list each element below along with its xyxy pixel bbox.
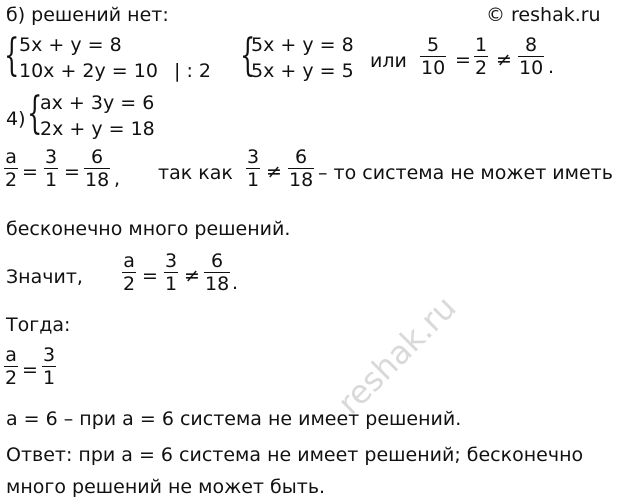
denominator: 18 xyxy=(205,273,230,295)
equation: 10x + 2y = 10 xyxy=(19,60,158,82)
period: . xyxy=(232,272,239,294)
brace-left: { xyxy=(4,30,20,81)
numerator: 3 xyxy=(165,250,178,272)
denominator: 10 xyxy=(519,57,544,79)
numerator: 6 xyxy=(295,146,308,168)
text-line: – то система не может иметь xyxy=(318,162,613,184)
brace-left: { xyxy=(27,88,43,139)
denominator: 1 xyxy=(165,273,178,295)
not-equal-sign: ≠ xyxy=(266,161,282,183)
fraction xyxy=(518,36,544,78)
fraction xyxy=(246,148,260,190)
denominator: 1 xyxy=(43,367,56,389)
equation: 5x + y = 8 xyxy=(19,34,122,56)
numerator: 3 xyxy=(43,344,56,366)
denominator: 2 xyxy=(5,169,18,191)
denominator: 2 xyxy=(5,367,18,389)
fraction xyxy=(42,346,56,388)
denominator: 1 xyxy=(247,169,260,191)
item-label: 4) xyxy=(6,108,26,130)
fraction xyxy=(164,252,178,294)
or-word: или xyxy=(370,50,407,72)
denominator: 2 xyxy=(475,57,488,79)
numerator: 6 xyxy=(91,146,104,168)
result-line: a = 6 – при a = 6 система не имеет решений. xyxy=(6,408,462,430)
fraction xyxy=(84,148,110,190)
numerator: 5 xyxy=(427,34,440,56)
denominator: 18 xyxy=(289,169,314,191)
text-line: Значит, xyxy=(6,266,83,288)
fraction xyxy=(44,148,58,190)
answer-line: Ответ: при a = 6 система не имеет решений; бесконечно xyxy=(6,444,584,466)
fraction xyxy=(204,252,230,294)
fraction xyxy=(4,148,18,190)
fraction xyxy=(420,36,446,78)
equation: 2x + y = 18 xyxy=(40,118,155,140)
equation: ax + 3y = 6 xyxy=(40,92,155,114)
equals-sign: = xyxy=(64,161,80,183)
copyright-label: © reshak.ru xyxy=(486,4,601,26)
brace-left: { xyxy=(240,30,256,81)
fraction xyxy=(122,252,136,294)
equation: 5x + y = 8 xyxy=(251,34,354,56)
watermark: reshak.ru xyxy=(330,288,464,422)
equals-sign: = xyxy=(455,49,471,71)
equals-sign: = xyxy=(22,161,38,183)
text-line: бесконечно много решений. xyxy=(6,218,291,240)
numerator: a xyxy=(5,344,17,366)
since-word: так как xyxy=(158,162,233,184)
not-equal-sign: ≠ xyxy=(184,265,200,287)
fraction xyxy=(288,148,314,190)
not-equal-sign: ≠ xyxy=(496,49,512,71)
numerator: 3 xyxy=(45,146,58,168)
fraction xyxy=(474,36,488,78)
comma: , xyxy=(114,168,121,190)
fraction xyxy=(4,346,18,388)
numerator: a xyxy=(5,146,17,168)
divide-note: | : 2 xyxy=(174,60,211,82)
denominator: 2 xyxy=(123,273,136,295)
text-line: Тогда: xyxy=(6,314,71,336)
denominator: 1 xyxy=(45,169,58,191)
period: . xyxy=(548,56,555,78)
numerator: 3 xyxy=(247,146,260,168)
numerator: 6 xyxy=(211,250,224,272)
part-b-title: б) решений нет: xyxy=(6,4,169,26)
numerator: 8 xyxy=(525,34,538,56)
numerator: a xyxy=(123,250,135,272)
equals-sign: = xyxy=(142,265,158,287)
denominator: 18 xyxy=(85,169,110,191)
equation: 5x + y = 5 xyxy=(251,60,354,82)
equals-sign: = xyxy=(22,359,38,381)
answer-line: много решений не может быть. xyxy=(6,476,326,498)
denominator: 10 xyxy=(421,57,446,79)
numerator: 1 xyxy=(475,34,488,56)
